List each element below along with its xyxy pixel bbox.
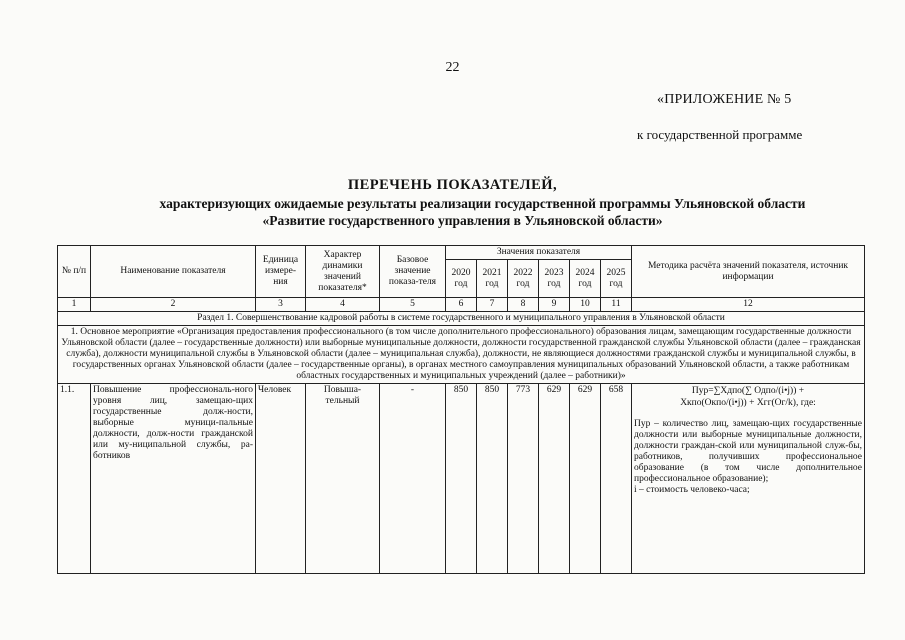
method-formula-line-2: Xкпо(Окпо/(i•j)) + Xгг(Ог/k), где: [680, 398, 816, 408]
column-number: 2 [91, 298, 256, 312]
annex-subtitle: к государственной программе [637, 127, 803, 142]
row-value-2020: 850 [446, 384, 477, 574]
column-number: 11 [601, 298, 632, 312]
method-description: Пур – количество лиц, замещаю-щих государственные должности или выборные муниципальные должности, должности граждан-ской или муниципальной служ-бы, работников, получивших профессиональное образование (в том числе дополнительное профессиональное образование); [634, 419, 862, 484]
column-number: 6 [446, 298, 477, 312]
column-number: 3 [256, 298, 306, 312]
column-number: 8 [508, 298, 539, 312]
row-value-2024: 629 [570, 384, 601, 574]
column-number: 1 [58, 298, 91, 312]
page-number: 22 [445, 60, 460, 75]
row-value-2021: 850 [477, 384, 508, 574]
method-description-2: i – стоимость человеко-часа; [634, 485, 750, 495]
column-number: 5 [380, 298, 446, 312]
column-number: 10 [570, 298, 601, 312]
column-number: 9 [539, 298, 570, 312]
header-num: № п/п [58, 246, 91, 298]
indicator-table [57, 245, 865, 574]
row-value-2025: 658 [601, 384, 632, 574]
table-row [58, 384, 865, 574]
method-formula-line-1: Пур=∑Xдпо(∑ Одпо/(i•j)) + [691, 386, 805, 396]
section-title: Раздел 1. Совершенствование кадровой работы в системе государственного и муниципального управления в Ульяновской области [58, 312, 865, 326]
row-value-2022: 773 [508, 384, 539, 574]
row-method [632, 384, 865, 574]
header-unit: Единица измере-ния [256, 246, 306, 298]
row-dynamics: Повыша-тельный [306, 384, 380, 574]
row-unit: Человек [256, 384, 306, 574]
header-name: Наименование показателя [91, 246, 256, 298]
header-year-2022: 2022 год [508, 260, 539, 298]
header-dynamics: Характер динамики значений показателя* [306, 246, 380, 298]
header-year-2024: 2024 год [570, 260, 601, 298]
header-method: Методика расчёта значений показателя, источник информации [632, 246, 865, 298]
header-values-group: Значения показателя [446, 246, 632, 260]
row-indicator-name: Повышение профессиональ-ного уровня лиц, замещаю-щих государственные долж-ности, выборные муници-пальные должности, долж-ности гражданской или му-ниципальной службы, ра-ботников [91, 384, 256, 574]
header-year-2025: 2025 год [601, 260, 632, 298]
header-base: Базовое значение показа-теля [380, 246, 446, 298]
annex-title: «ПРИЛОЖЕНИЕ № 5 [657, 92, 792, 107]
section-row [58, 312, 865, 326]
column-number: 4 [306, 298, 380, 312]
document-title: ПЕРЕЧЕНЬ ПОКАЗАТЕЛЕЙ, [347, 177, 558, 193]
row-base: - [380, 384, 446, 574]
measure-title: 1. Основное мероприятие «Организация предоставления профессионального (в том числе дополнительного профессионального) образования лицам, замещающим государственные должности Ульяновской области (далее – государственные должности) или выборные муниципальные должности, должности государственной гражданской службы Ульяновской области (далее – гражданская служба), должности муниципальной службы в Ульяновской области (далее – муниципальная служба), должности, не являющиеся должностями гражданской службы и муниципальной службы, в государственных органах Ульяновской области (далее – государственные органы), в органах местного самоуправления муниципальных образований Ульяновской области, а также работникам областных государственных и муниципальных учреждений (далее – работники)» [58, 326, 865, 384]
column-number: 7 [477, 298, 508, 312]
column-number-row [58, 298, 865, 312]
header-year-2020: 2020 год [446, 260, 477, 298]
row-num: 1.1. [58, 384, 91, 574]
header-row-1 [58, 246, 865, 260]
header-year-2023: 2023 год [539, 260, 570, 298]
header-year-2021: 2021 год [477, 260, 508, 298]
measure-row [58, 326, 865, 384]
document-subtitle-1: характеризующих ожидаемые результаты реализации государственной программы Ульяновской области [159, 196, 806, 211]
document-subtitle-2: «Развитие государственного управления в Ульяновской области» [262, 213, 663, 228]
row-value-2023: 629 [539, 384, 570, 574]
column-number: 12 [632, 298, 865, 312]
